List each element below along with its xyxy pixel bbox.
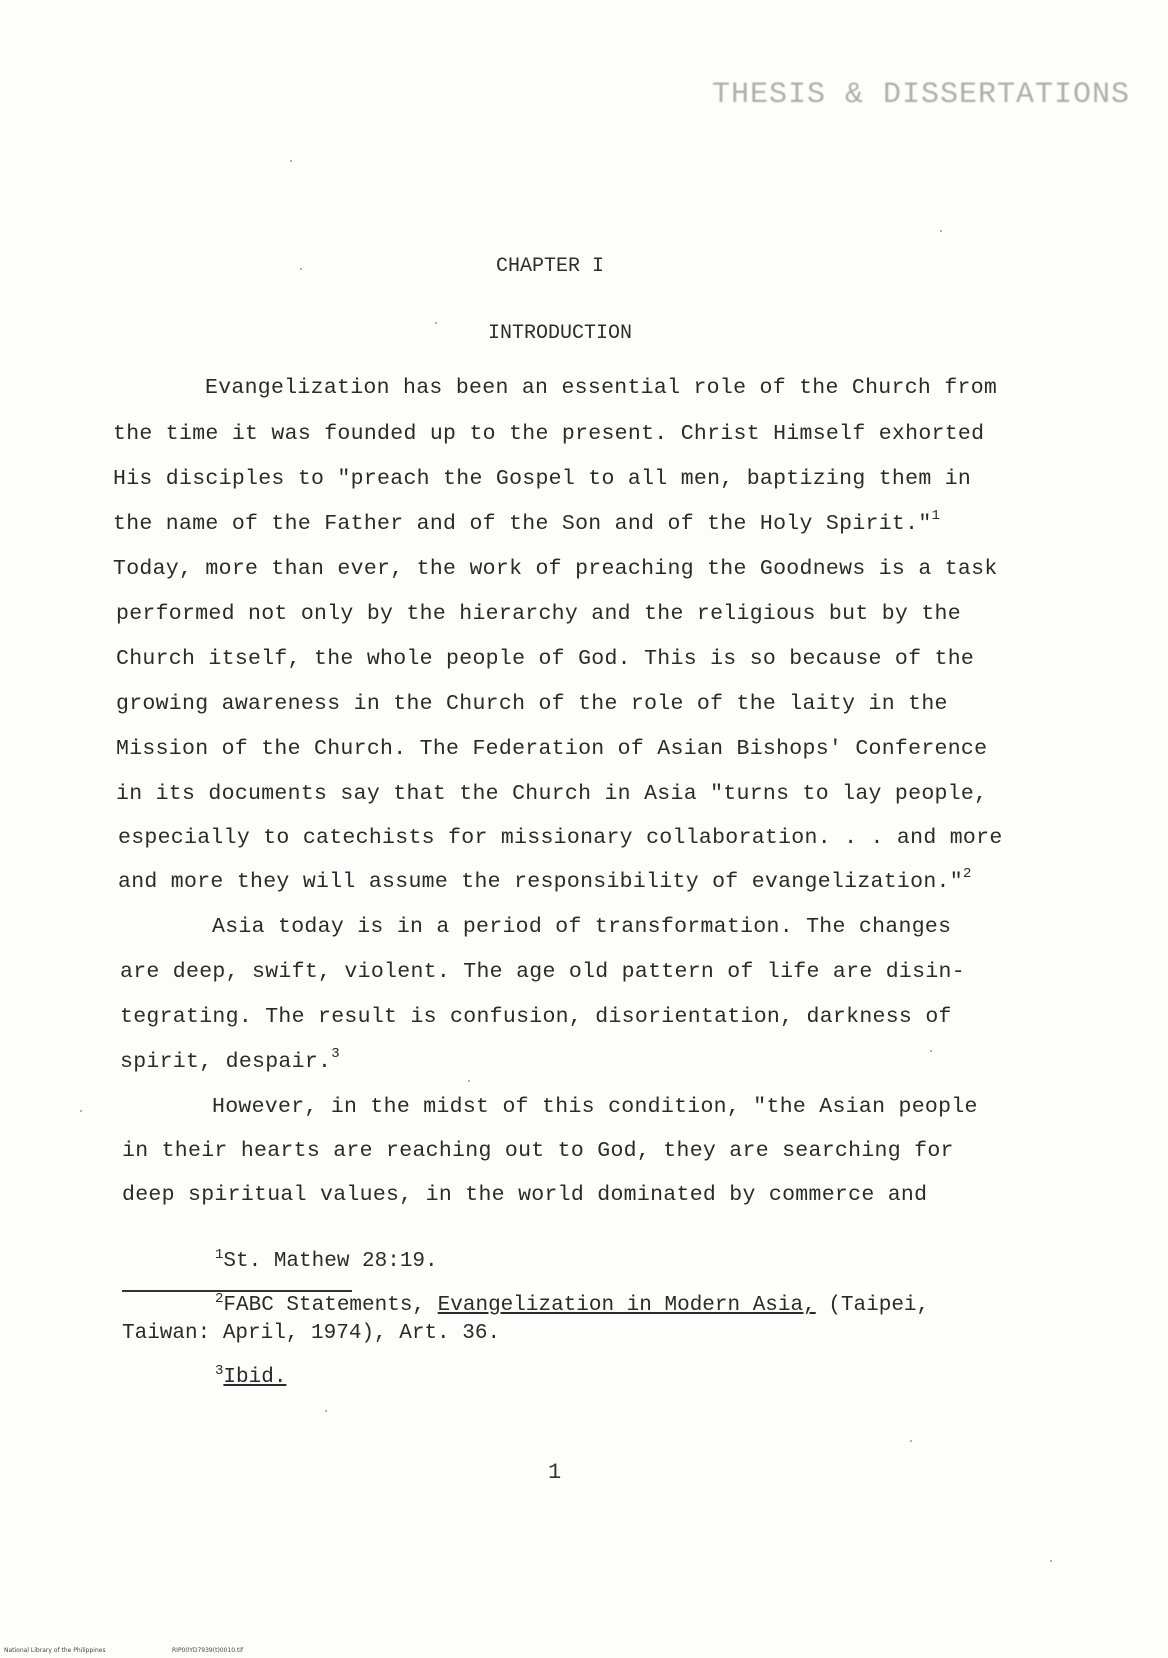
footnote-3-text: Ibid. [223,1366,287,1389]
footnote-2-prefix: FABC Statements, [223,1294,438,1317]
body-line: in its documents say that the Church in Asia "turns to lay people, [116,782,988,806]
body-line: His disciples to "preach the Gospel to all men, baptizing them in [113,467,972,491]
body-line: spirit, despair. [120,1050,332,1074]
footnote-ref-2: 2 [962,866,972,882]
footnote-1-number: 1 [215,1247,224,1263]
footnote-2-suffix: (Taipei, [815,1294,930,1317]
footnote-ref-1: 1 [931,508,941,524]
chapter-heading: CHAPTER I [495,255,605,278]
section-heading: INTRODUCTION [487,322,633,345]
scan-speck [300,268,302,270]
footer-filename: RIP00YD7939(t)0010.tif [172,1647,244,1654]
body-line: tegrating. The result is confusion, disorientation, darkness of [120,1005,952,1029]
footnote-2-number: 2 [215,1291,224,1307]
scan-speck [435,322,437,324]
body-line-with-ref [113,508,941,536]
body-line: the name of the Father and of the Son and of the Holy Spirit." [113,512,932,536]
footer-library: National Library of the Philippines [4,1647,106,1654]
scan-speck [930,1050,932,1052]
body-line: Evangelization has been an essential role of the Church from [205,376,998,400]
footnote-2-title: Evangelization in Modern Asia, [437,1294,816,1317]
body-line: performed not only by the hierarchy and the religious but by the [116,602,961,626]
body-line: However, in the midst of this condition, "the Asian people [212,1095,978,1119]
body-line: the time it was founded up to the present. Christ Himself exhorted [113,422,985,446]
body-line: Today, more than ever, the work of preaching the Goodnews is a task [113,557,998,581]
body-line: especially to catechists for missionary collaboration. . . and more [118,826,1003,850]
body-line: Mission of the Church. The Federation of Asian Bishops' Conference [116,737,988,761]
body-line-with-ref [118,866,972,894]
body-line: Asia today is in a period of transformation. The changes [212,915,952,939]
scan-speck [1050,1560,1052,1562]
library-stamp: THESIS & DISSERTATIONS [712,78,1131,112]
footnote-ref-3: 3 [331,1046,340,1062]
body-line: and more they will assume the responsibility of evangelization." [118,870,963,894]
footnote-separator [122,1290,352,1292]
scan-speck [80,1110,82,1112]
footnote-1 [215,1247,438,1273]
footnote-1-text: St. Mathew 28:19. [223,1250,438,1273]
body-line: growing awareness in the Church of the role of the laity in the [116,692,948,716]
body-line: deep spiritual values, in the world dominated by commerce and [122,1183,928,1207]
footnote-2-line2: Taiwan: April, 1974), Art. 36. [122,1322,501,1345]
body-line-with-ref [120,1046,340,1074]
footnote-2 [215,1291,930,1317]
scan-speck [290,160,292,162]
body-line: Church itself, the whole people of God. This is so because of the [116,647,975,671]
scan-speck [468,1080,470,1082]
body-line: in their hearts are reaching out to God, they are searching for [122,1139,954,1163]
body-line: are deep, swift, violent. The age old pattern of life are disin- [120,960,965,984]
page-number: 1 [548,1460,562,1485]
footnote-3-number: 3 [215,1363,224,1379]
scan-speck [910,1440,912,1442]
footnote-3 [215,1363,287,1389]
scan-speck [325,1410,327,1412]
scan-speck [940,230,942,232]
